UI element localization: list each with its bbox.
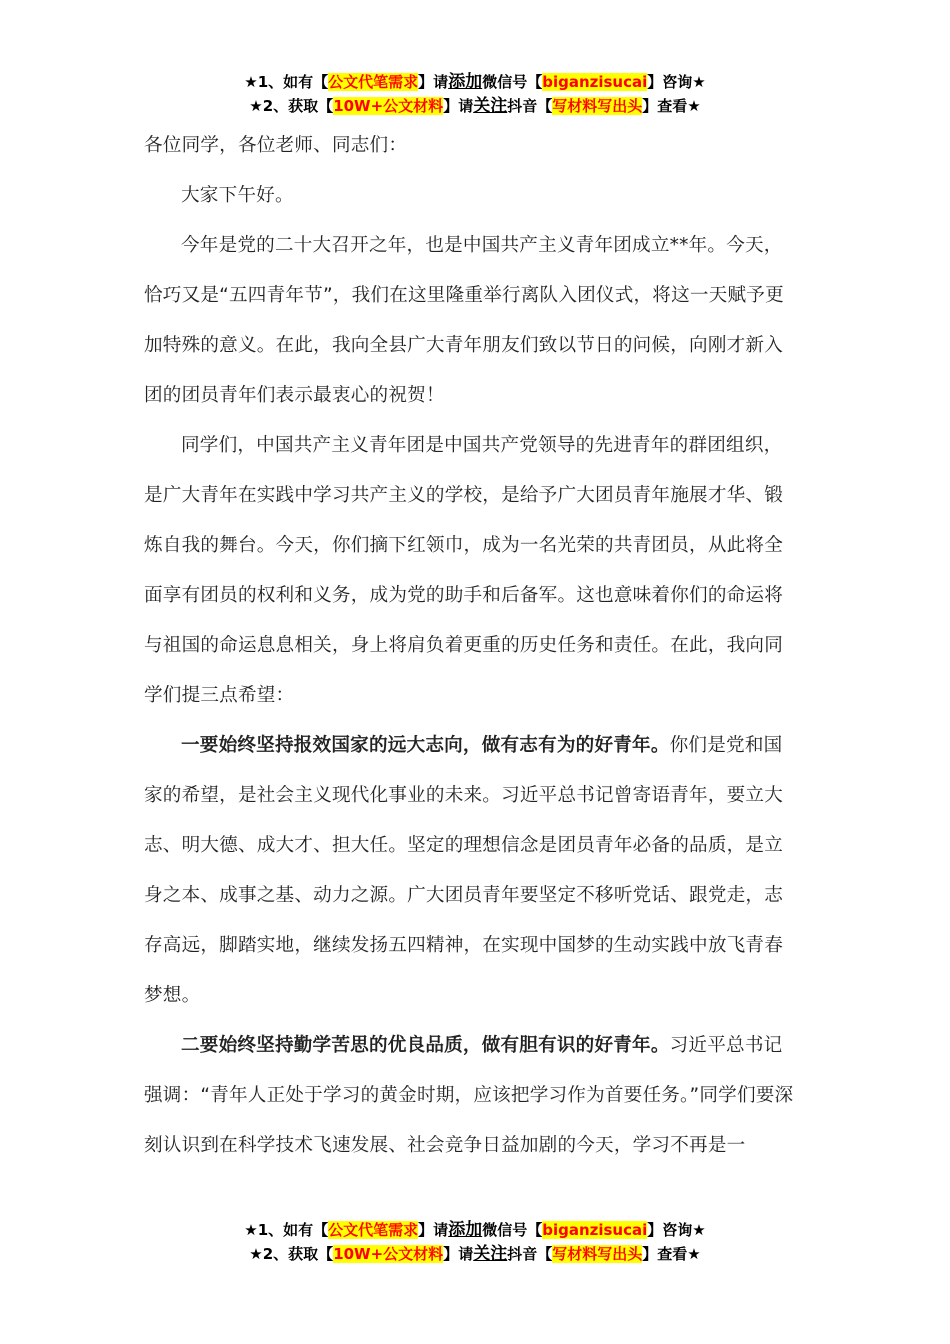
header-highlight-ghostwriting: 公文代笔需求	[328, 73, 419, 91]
footer-highlight-materials: 10W+公文材料	[333, 1245, 444, 1263]
document-body	[144, 121, 800, 1171]
paragraph-4	[144, 1021, 800, 1171]
footer-emph-follow: 关注	[473, 1244, 508, 1264]
header-banner-line1: ★1、如有【公文代笔需求】请添加微信号【biganzisucai】咨询★	[244, 72, 706, 92]
footer-highlight-ghostwriting: 公文代笔需求	[328, 1221, 419, 1239]
paragraph-3	[144, 721, 800, 1021]
footer-banner-line1: ★1、如有【公文代笔需求】请添加微信号【biganzisucai】咨询★	[244, 1220, 706, 1240]
header-highlight-douyin-account: 写材料写出头	[552, 97, 643, 115]
greeting: 大家下午好。	[181, 185, 294, 206]
header-highlight-materials: 10W+公文材料	[333, 97, 444, 115]
header-banner	[0, 70, 950, 118]
paragraph-3-heading: 一要始终坚持报效国家的远大志向，做有志有为的好青年。	[181, 735, 670, 756]
header-banner-line2: ★2、获取【10W+公文材料】请关注抖音【写材料写出头】查看★	[249, 96, 701, 116]
footer-highlight-douyin-account: 写材料写出头	[552, 1245, 643, 1263]
footer-banner-line2: ★2、获取【10W+公文材料】请关注抖音【写材料写出头】查看★	[249, 1244, 701, 1264]
footer-emph-add: 添加	[448, 1220, 483, 1240]
paragraph-3-text: 你们是党和国家的希望，是社会主义现代化事业的未来。习近平总书记曾寄语青年，要立大志、明大德、成大才、担大任。坚定的理想信念是团员青年必备的品质，是立身之本、成事之基、动力之源。广大团员青年要坚定不移听党话、跟党走，志存高远，脚踏实地，继续发扬五四精神，在实现中国梦的生动实践中放飞青春梦想。	[144, 735, 783, 1006]
paragraph-4-heading: 二要始终坚持勤学苦思的优良品质，做有胆有识的好青年。	[181, 1035, 670, 1056]
header-highlight-wechat-id: biganzisucai	[542, 73, 648, 91]
header-emph-add: 添加	[448, 72, 483, 92]
paragraph-2: 同学们，中国共产主义青年团是中国共产党领导的先进青年的群团组织，是广大青年在实践中学习共产主义的学校，是给予广大团员青年施展才华、锻炼自我的舞台。今天，你们摘下红领巾，成为一名光荣的共青团员，从此将全面享有团员的权利和义务，成为党的助手和后备军。这也意味着你们的命运将与祖国的命运息息相关，身上将肩负着更重的历史任务和责任。在此，我向同学们提三点希望：	[144, 435, 783, 706]
salutation: 各位同学，各位老师、同志们：	[144, 135, 408, 156]
paragraph-4-text: 习近平总书记强调：“青年人正处于学习的黄金时期，应该把学习作为首要任务。”同学们要深刻认识到在科学技术飞速发展、社会竞争日益加剧的今天，学习不再是一	[144, 1035, 794, 1156]
header-emph-follow: 关注	[473, 96, 508, 116]
paragraph-1: 今年是党的二十大召开之年，也是中国共产主义青年团成立**年。今天，恰巧又是“五四青年节”，我们在这里隆重举行离队入团仪式，将这一天赋予更加特殊的意义。在此，我向全县广大青年朋友们致以节日的问候，向刚才新入团的团员青年们表示最衷心的祝贺！	[144, 235, 784, 406]
footer-highlight-wechat-id: biganzisucai	[542, 1221, 648, 1239]
footer-banner	[0, 1218, 950, 1266]
